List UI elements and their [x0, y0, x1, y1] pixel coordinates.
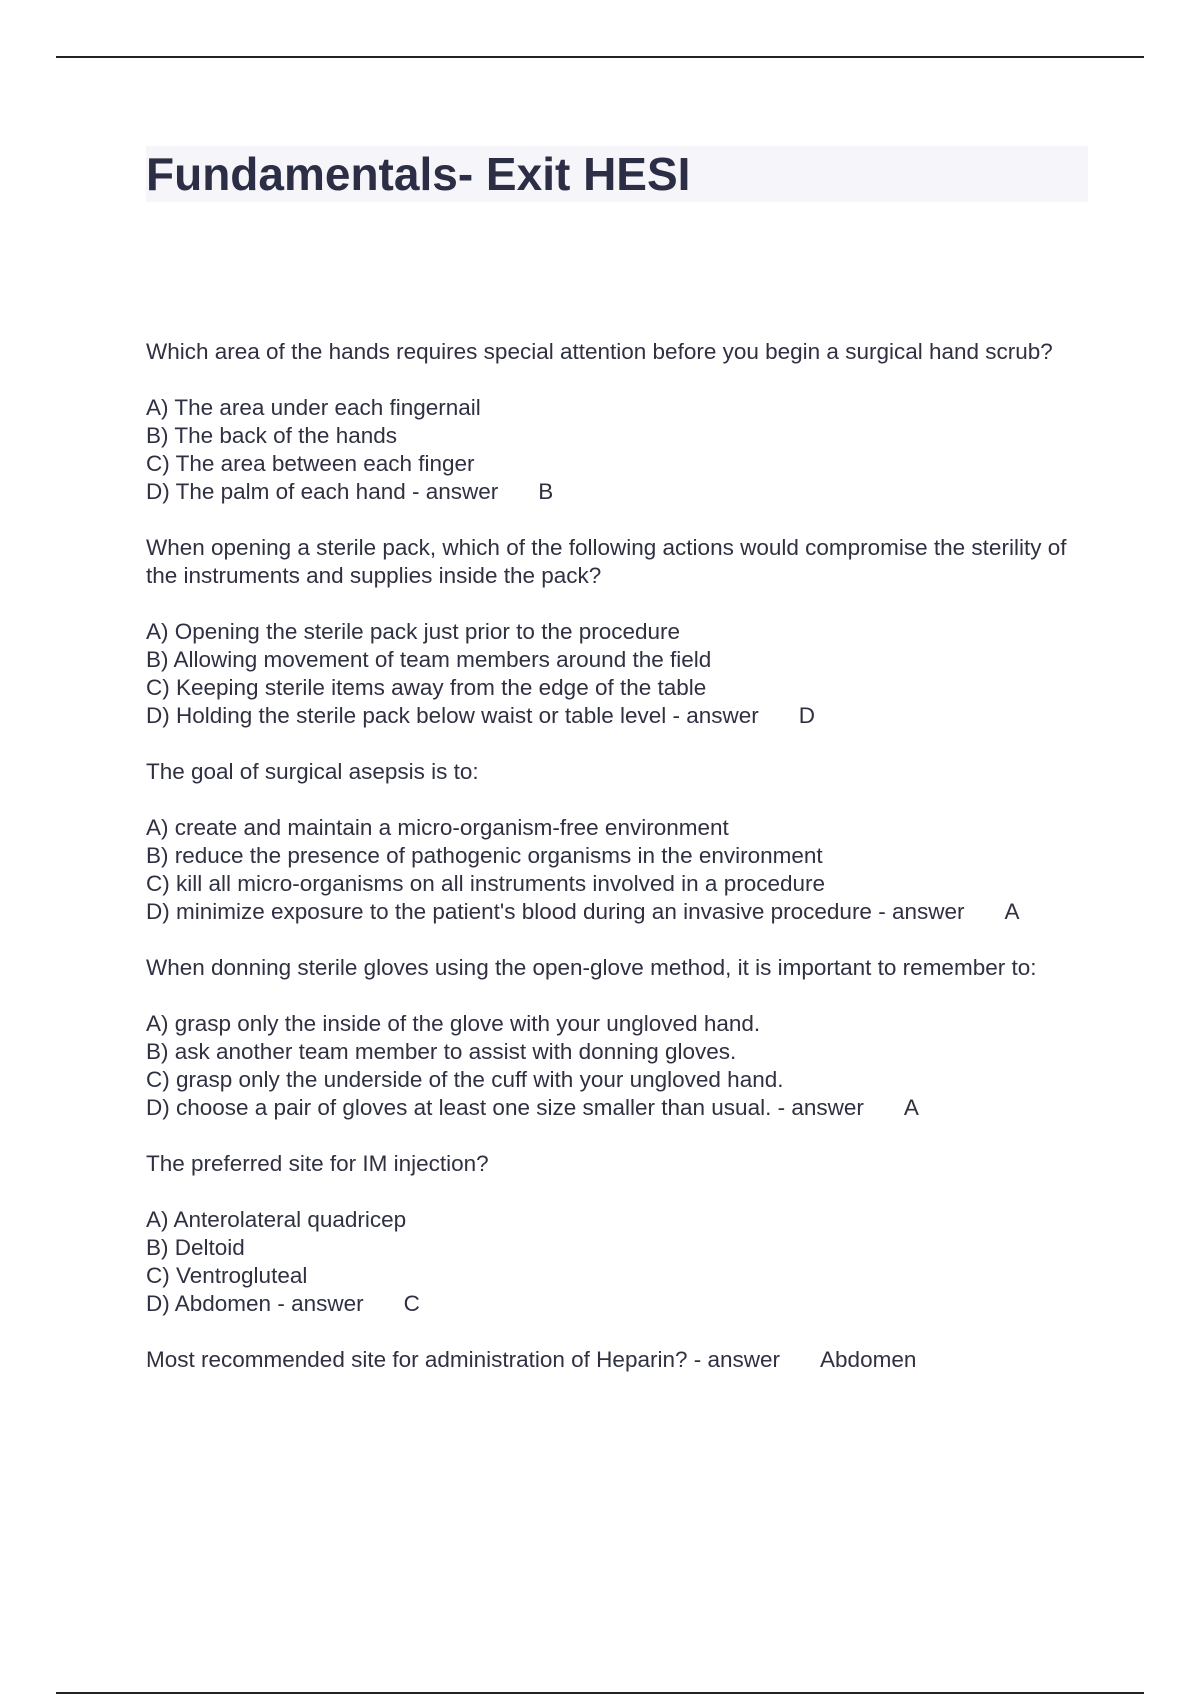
qa-list	[146, 338, 1088, 1402]
question-text: The goal of surgical asepsis is to:	[146, 759, 479, 784]
answer-value: D	[798, 703, 816, 728]
qa-item	[146, 954, 1088, 1122]
option-c: C) kill all micro-organisms on all instruments involved in a procedure	[146, 871, 826, 896]
option-d-with-answer	[146, 478, 1088, 506]
answer-value: C	[403, 1291, 420, 1316]
answer-value: B	[538, 479, 554, 504]
option-a: A) Opening the sterile pack just prior to the procedure	[146, 619, 681, 644]
option-b: B) Deltoid	[146, 1235, 245, 1260]
answer-value: A	[1004, 899, 1020, 924]
option-d-with-answer	[146, 1290, 1088, 1318]
option-a: A) Anterolateral quadricep	[146, 1207, 407, 1232]
question-with-answer	[146, 1346, 1088, 1374]
qa-item	[146, 534, 1088, 730]
option-b: B) The back of the hands	[146, 423, 397, 448]
question-text: When donning sterile gloves using the open-glove method, it is important to remember to:	[146, 955, 1037, 980]
option-a: A) grasp only the inside of the glove with your ungloved hand.	[146, 1011, 761, 1036]
option-d: D) Abdomen - answer	[146, 1291, 364, 1316]
qa-item	[146, 758, 1088, 926]
option-b: B) ask another team member to assist with donning gloves.	[146, 1039, 737, 1064]
question-text: Which area of the hands requires special attention before you begin a surgical hand scrub?	[146, 339, 1053, 364]
option-d: D) choose a pair of gloves at least one size smaller than usual. - answer	[146, 1095, 864, 1120]
answer-value: Abdomen	[820, 1347, 917, 1372]
top-rule	[56, 56, 1144, 58]
page-title: Fundamentals- Exit HESI	[146, 148, 691, 200]
option-a: A) The area under each fingernail	[146, 395, 481, 420]
qa-item	[146, 1346, 1088, 1374]
question-text: When opening a sterile pack, which of the following actions would compromise the sterility of the instruments and supplies inside the pack?	[146, 535, 1067, 588]
bottom-rule	[56, 1692, 1144, 1694]
option-a: A) create and maintain a micro-organism-free environment	[146, 815, 729, 840]
option-d-with-answer	[146, 898, 1088, 926]
option-d-with-answer	[146, 1094, 1088, 1122]
qa-item	[146, 338, 1088, 506]
question-text: Most recommended site for administration of Heparin? - answer	[146, 1347, 781, 1372]
option-d: D) The palm of each hand - answer	[146, 479, 499, 504]
option-d: D) Holding the sterile pack below waist or table level - answer	[146, 703, 759, 728]
question-text: The preferred site for IM injection?	[146, 1151, 489, 1176]
option-c: C) grasp only the underside of the cuff with your ungloved hand.	[146, 1067, 784, 1092]
qa-item	[146, 1150, 1088, 1318]
option-c: C) Ventrogluteal	[146, 1263, 308, 1288]
option-b: B) Allowing movement of team members around the field	[146, 647, 712, 672]
option-d: D) minimize exposure to the patient's blood during an invasive procedure - answer	[146, 899, 965, 924]
option-c: C) The area between each finger	[146, 451, 475, 476]
option-b: B) reduce the presence of pathogenic organisms in the environment	[146, 843, 823, 868]
answer-value: A	[903, 1095, 919, 1120]
option-d-with-answer	[146, 702, 1088, 730]
option-c: C) Keeping sterile items away from the edge of the table	[146, 675, 707, 700]
